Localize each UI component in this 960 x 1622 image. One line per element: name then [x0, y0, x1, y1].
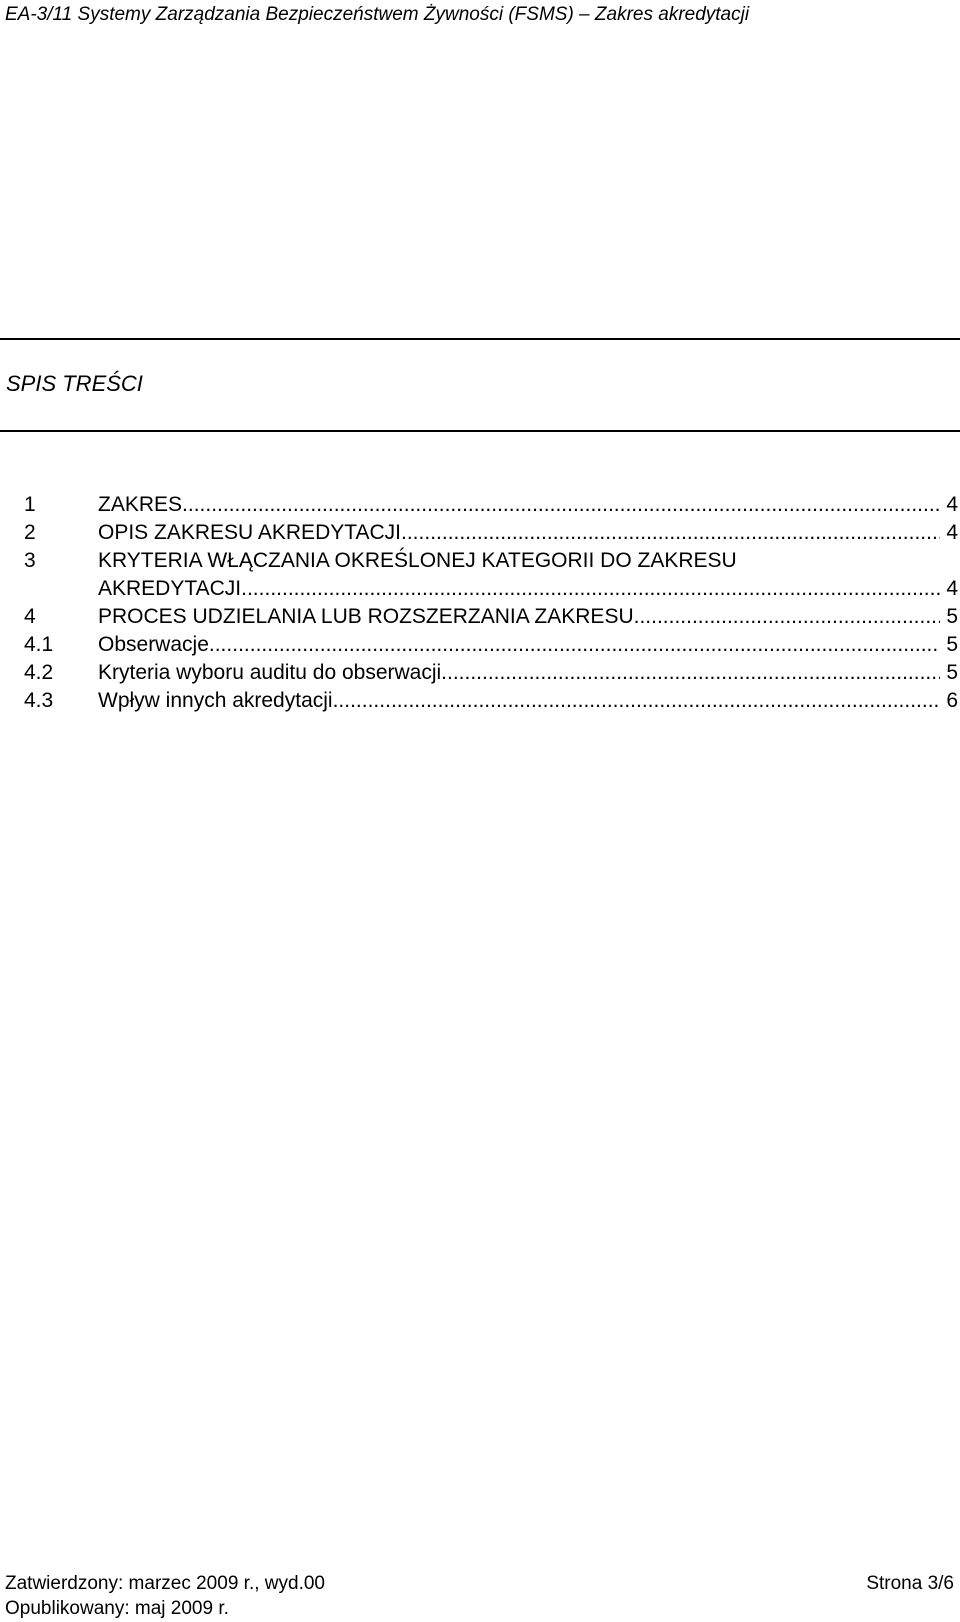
toc-entry-4[interactable] — [24, 603, 958, 631]
toc-entry-4-3[interactable] — [24, 687, 958, 715]
toc-dot-leader — [333, 687, 941, 715]
toc-dot-leader — [634, 603, 941, 631]
toc-entry-text: OPIS ZAKRESU AKREDYTACJI — [98, 521, 402, 544]
toc-title: SPIS TREŚCI — [6, 371, 143, 396]
toc-entry-number: 3 — [24, 549, 36, 572]
toc-dot-leader — [441, 659, 940, 687]
toc-entry-page: 5 — [946, 633, 958, 656]
toc-entry-page: 4 — [946, 577, 958, 600]
toc-entry-page: 4 — [946, 521, 958, 544]
toc-entry-1[interactable] — [24, 491, 958, 519]
toc-entry-4-1[interactable] — [24, 631, 958, 659]
running-header: EA-3/11 Systemy Zarządzania Bezpieczeństwem Żywności (FSMS) – Zakres akredytacji — [5, 4, 750, 25]
footer-page-number: Strona 3/6 — [866, 1573, 954, 1594]
toc-dot-leader — [182, 491, 940, 519]
table-of-contents — [24, 491, 958, 715]
toc-entry-page: 5 — [946, 605, 958, 628]
toc-dot-leader — [209, 631, 940, 659]
toc-entry-text: ZAKRES — [98, 493, 183, 516]
footer-publication-date: Opublikowany: maj 2009 r. — [5, 1598, 229, 1619]
toc-entry-text: PROCES UDZIELANIA LUB ROZSZERZANIA ZAKRESU — [98, 605, 634, 628]
toc-dot-leader — [241, 575, 940, 603]
toc-entry-number: 4 — [24, 605, 36, 628]
divider-top — [0, 338, 960, 340]
divider-bottom — [0, 430, 960, 432]
toc-entry-text: Kryteria wyboru auditu do obserwacji — [98, 661, 442, 684]
toc-entry-text-continued: AKREDYTACJI — [98, 577, 242, 600]
toc-entry-number: 1 — [24, 493, 36, 516]
toc-dot-leader — [401, 519, 940, 547]
toc-entry-page: 5 — [946, 661, 958, 684]
toc-entry-text: KRYTERIA WŁĄCZANIA OKREŚLONEJ KATEGORII DO ZAKRESU — [98, 549, 737, 572]
toc-entry-text: Wpływ innych akredytacji — [98, 689, 333, 712]
toc-entry-number: 4.2 — [24, 661, 54, 684]
toc-entry-text: Obserwacje — [98, 633, 209, 656]
toc-entry-2[interactable] — [24, 519, 958, 547]
toc-entry-page: 6 — [946, 689, 958, 712]
footer-approval-date: Zatwierdzony: marzec 2009 r., wyd.00 — [5, 1573, 325, 1594]
toc-entry-page: 4 — [946, 493, 958, 516]
toc-entry-3[interactable] — [24, 547, 958, 603]
toc-entry-4-2[interactable] — [24, 659, 958, 687]
toc-entry-number: 2 — [24, 521, 36, 544]
toc-entry-number: 4.1 — [24, 633, 54, 656]
toc-entry-number: 4.3 — [24, 689, 54, 712]
